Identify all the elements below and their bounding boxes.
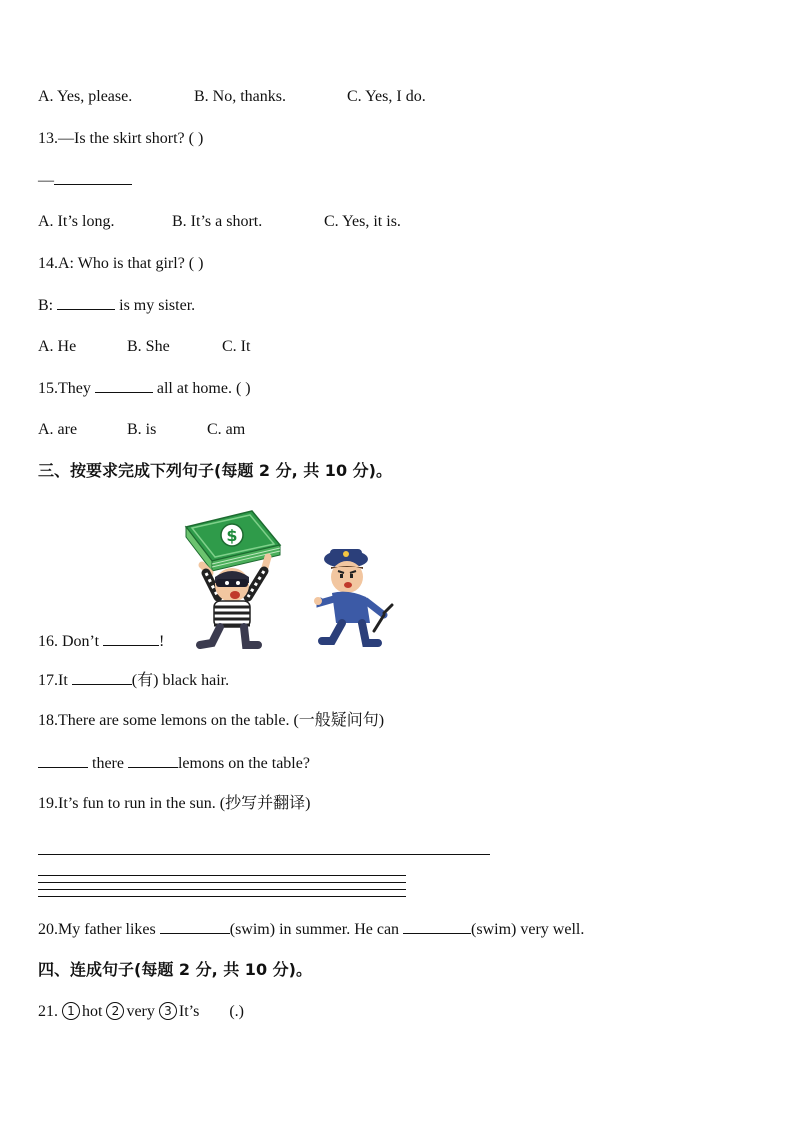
q21-word-2[interactable]: very bbox=[126, 1003, 155, 1020]
section-4-heading: 四、连成句子(每题 2 分, 共 10 分)。 bbox=[38, 960, 312, 979]
q15-options bbox=[38, 420, 245, 440]
q15-prompt bbox=[38, 378, 251, 399]
q18-suffix: lemons on the table? bbox=[177, 755, 310, 772]
q16-suffix: ! bbox=[159, 633, 165, 650]
q18-answer-line bbox=[38, 753, 310, 774]
q18-mid: there bbox=[88, 755, 128, 772]
q13-option-c[interactable]: C. Yes, it is. bbox=[324, 213, 401, 230]
q20-blank-1[interactable] bbox=[160, 919, 230, 934]
q14-option-a[interactable]: A. He bbox=[38, 338, 77, 355]
q19-answer-line[interactable] bbox=[38, 854, 490, 855]
q18-blank-2[interactable] bbox=[128, 753, 178, 768]
q15-option-a[interactable]: A. are bbox=[38, 421, 78, 438]
q15-blank[interactable] bbox=[95, 378, 153, 393]
thief-icon bbox=[200, 557, 268, 645]
q14-option-c[interactable]: C. It bbox=[222, 338, 251, 355]
q16-line bbox=[38, 631, 164, 652]
section-3-heading: 三、按要求完成下列句子(每题 2 分, 共 10 分)。 bbox=[38, 461, 392, 480]
q20-mid: (swim) in summer. He can bbox=[229, 921, 404, 938]
thief-police-illustration bbox=[180, 505, 410, 650]
circled-number-1: 1 bbox=[62, 1002, 80, 1020]
q15-prefix: 15.They bbox=[38, 380, 95, 397]
q21-number: 21. bbox=[38, 1003, 58, 1020]
q16-prefix: 16. Don’t bbox=[38, 633, 104, 650]
q16-blank[interactable] bbox=[103, 631, 159, 646]
q13-dash: — bbox=[38, 172, 54, 189]
q21-end-punct: (.) bbox=[229, 1003, 244, 1020]
q12-option-a[interactable]: A. Yes, please. bbox=[38, 88, 133, 105]
q20-blank-2[interactable] bbox=[403, 919, 471, 934]
q18-prompt: 18.There are some lemons on the table. (一般疑问句) bbox=[38, 712, 385, 729]
q14-blank[interactable] bbox=[57, 295, 115, 310]
q15-option-c[interactable]: C. am bbox=[207, 421, 246, 438]
q18-blank-1[interactable] bbox=[38, 753, 88, 768]
q12-option-b[interactable]: B. No, thanks. bbox=[194, 88, 286, 105]
q14-option-b[interactable]: B. She bbox=[127, 338, 170, 355]
q13-blank[interactable] bbox=[54, 170, 132, 185]
q20-line bbox=[38, 919, 584, 940]
circled-number-3: 3 bbox=[159, 1002, 177, 1020]
q13-prompt: 13.—Is the skirt short? ( ) bbox=[38, 130, 204, 147]
q12-option-c[interactable]: C. Yes, I do. bbox=[347, 88, 426, 105]
q13-option-a[interactable]: A. It’s long. bbox=[38, 213, 115, 230]
q14-b-prefix: B: bbox=[38, 297, 58, 314]
q17-blank[interactable] bbox=[72, 670, 132, 685]
q17-prefix: 17.It bbox=[38, 672, 72, 689]
q13-options bbox=[38, 212, 401, 232]
q20-prefix: 20.My father likes bbox=[38, 921, 160, 938]
q17-line bbox=[38, 670, 229, 691]
q13-option-b[interactable]: B. It’s a short. bbox=[172, 213, 263, 230]
circled-number-2: 2 bbox=[106, 1002, 124, 1020]
q19-writing-line-1[interactable] bbox=[38, 875, 406, 876]
dollar-sign: $ bbox=[226, 526, 238, 545]
q12-options bbox=[38, 87, 426, 107]
q21-line bbox=[38, 1002, 244, 1022]
q17-suffix: (有) black hair. bbox=[131, 672, 230, 689]
q19-writing-line-2[interactable] bbox=[38, 882, 406, 883]
q19-writing-line-3[interactable] bbox=[38, 889, 406, 890]
q14-options bbox=[38, 337, 250, 357]
policeman-icon bbox=[314, 549, 392, 643]
q15-suffix: all at home. ( ) bbox=[152, 380, 251, 397]
q21-word-3[interactable]: It’s bbox=[178, 1003, 200, 1020]
q13-answer-line bbox=[38, 170, 132, 191]
q20-suffix: (swim) very well. bbox=[471, 921, 585, 938]
q14-prompt: 14.A: Who is that girl? ( ) bbox=[38, 255, 204, 272]
q15-option-b[interactable]: B. is bbox=[127, 421, 157, 438]
q19-writing-line-4[interactable] bbox=[38, 896, 406, 897]
q14-b-line bbox=[38, 295, 195, 316]
q19-prompt: 19.It’s fun to run in the sun. (抄写并翻译) bbox=[38, 795, 311, 812]
q21-word-1[interactable]: hot bbox=[82, 1003, 103, 1020]
q14-b-suffix: is my sister. bbox=[115, 297, 196, 314]
